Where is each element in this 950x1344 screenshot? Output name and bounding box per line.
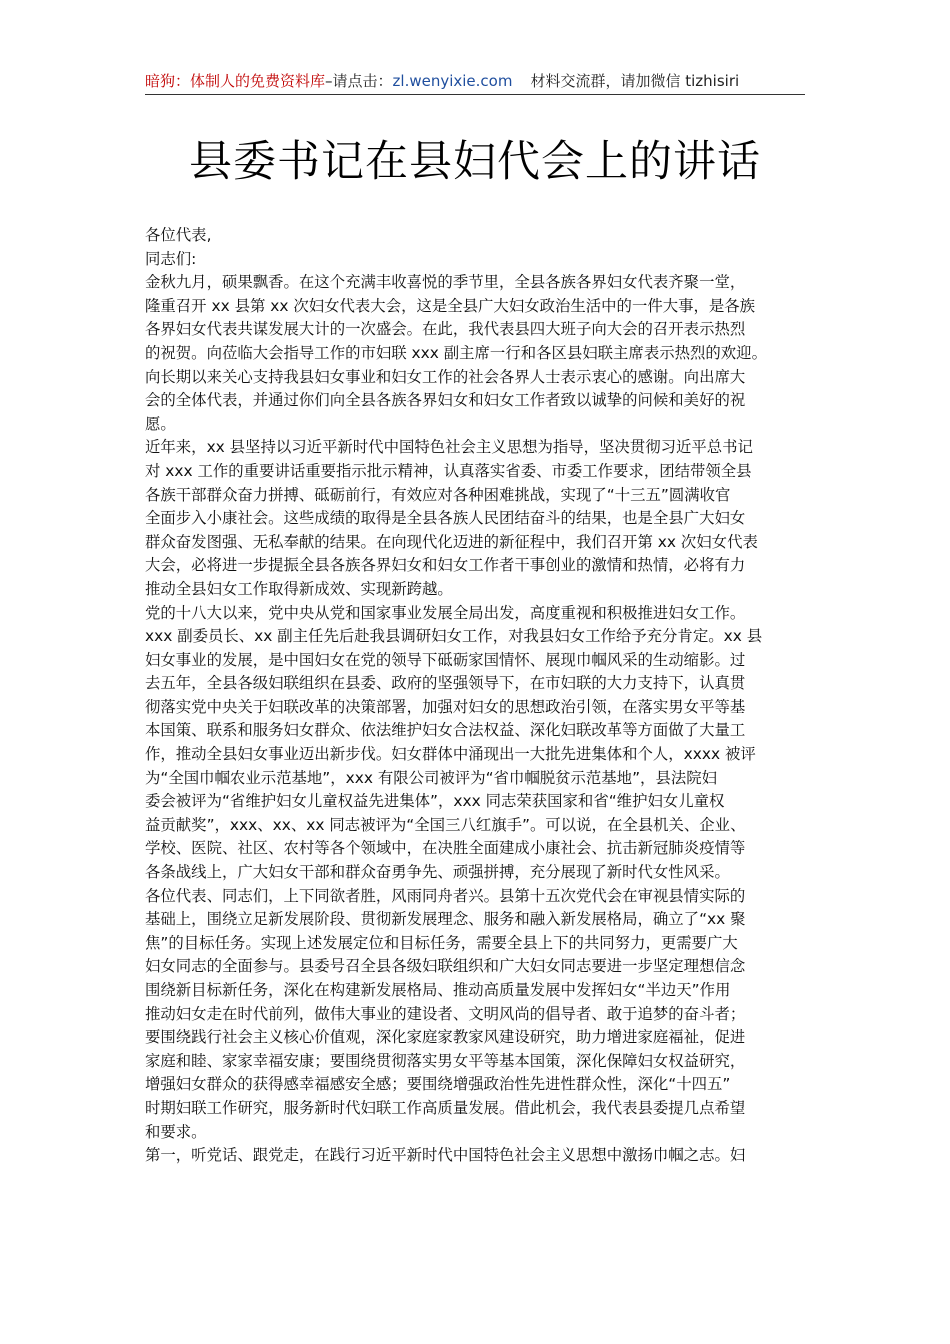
text-line: 围绕新目标新任务，深化在构建新发展格局、推动高质量发展中发挥妇女“半边天”作用 — [145, 981, 731, 999]
text-line: 要围绕践行社会主义核心价值观，深化家庭家教家风建设研究，助力增进家庭福祉，促进 — [145, 1028, 746, 1047]
text-line: 各条战线上，广大妇女干部和群众奋勇争先、顽强拼搏，充分展现了新时代女性风采。 — [145, 863, 730, 882]
text-line: 第一，听党话、跟党走，在践行习近平新时代中国特色社会主义思想中激扬巾帼之志。妇 — [145, 1146, 746, 1165]
text-line: 基础上，围绕立足新发展阶段、贯彻新发展理念、服务和融入新发展格局，确立了“xx 聚 — [145, 910, 746, 929]
header-contact: 材料交流群，请加微信 tizhisiri — [530, 72, 740, 90]
text-line: 会的全体代表，并通过你们向全县各族各界妇女和妇女工作者致以诚挚的问候和美好的祝 — [145, 391, 746, 410]
text-line: 益贡献奖”，xxx、xx、xx 同志被评为“全国三八红旗手”。可以说，在全县机关、企业、 — [145, 815, 746, 834]
text-line: 焦”的目标任务。实现上述发展定位和目标任务，需要全县上下的共同努力，更需要广大 — [145, 933, 738, 952]
text-line: 时期妇联工作研究，服务新时代妇联工作高质量发展。借此机会，我代表县委提几点希望 — [145, 1098, 746, 1117]
text-line: 为“全国巾帼农业示范基地”，xxx 有限公司被评为“省巾帼脱贫示范基地”，县法院妇 — [145, 768, 718, 787]
text-line: 各族干部群众奋力拼搏、砥砺前行，有效应对各种困难挑战，实现了“十三五”圆满收官 — [145, 485, 731, 504]
text-line: 各界妇女代表共谋发展大计的一次盛会。在此，我代表县四大班子向大会的召开表示热烈 — [145, 320, 746, 339]
text-line: 学校、医院、社区、农村等各个领域中，在决胜全面建成小康社会、抗击新冠肺炎疫情等 — [145, 839, 746, 858]
text-line: 愿。 — [145, 414, 176, 433]
text-line: 增强妇女群众的获得感幸福感安全感；要围绕增强政治性先进性群众性，深化“十四五” — [145, 1075, 731, 1094]
text-line: 彻落实党中央关于妇联改革的决策部署，加强对妇女的思想政治引领，在落实男女平等基 — [145, 697, 746, 716]
text-line: 和要求。 — [145, 1122, 207, 1141]
document-body — [145, 224, 810, 1168]
text-line: 大会，必将进一步提振全县各族各界妇女和妇女工作者干事创业的激情和热情，必将有力 — [145, 556, 746, 575]
text-line: 群众奋发图强、无私奉献的结果。在向现代化迈进的新征程中，我们召开第 xx 次妇女代表 — [145, 532, 758, 551]
text-line: 的祝贺。向莅临大会指导工作的市妇联 xxx 副主席一行和各区县妇联主席表示热烈的欢迎。 — [145, 343, 767, 362]
text-line: 金秋九月，硕果飘香。在这个充满丰收喜悦的季节里，全县各族各界妇女代表齐聚一堂， — [145, 273, 746, 292]
text-line: 去五年，全县各级妇联组织在县委、政府的坚强领导下，在市妇联的大力支持下，认真贯 — [145, 674, 746, 693]
text-line: 近年来，xx 县坚持以习近平新时代中国特色社会主义思想为指导，坚决贯彻习近平总书记 — [145, 438, 753, 457]
header-url-link[interactable]: zl.wenyixie.com — [392, 72, 513, 90]
text-line: 妇女同志的全面参与。县委号召全县各级妇联组织和广大妇女同志要进一步坚定理想信念 — [145, 957, 746, 976]
text-line: 作，推动全县妇女事业迈出新步伐。妇女群体中涌现出一大批先进集体和个人，xxxx 被评 — [145, 745, 756, 764]
text-line: 委会被评为“省维护妇女儿童权益先进集体”，xxx 同志荣获国家和省“维护妇女儿童权 — [145, 792, 725, 811]
text-line: 推动全县妇女工作取得新成效、实现新跨越。 — [145, 579, 453, 598]
text-line: 各位代表、同志们，上下同欲者胜，风雨同舟者兴。县第十五次党代会在审视县情实际的 — [145, 886, 746, 905]
header-banner — [145, 70, 805, 94]
page-title: 县委书记在县妇代会上的讲话 — [189, 137, 761, 187]
header-divider — [145, 94, 805, 95]
text-line: 隆重召开 xx 县第 xx 次妇女代表大会，这是全县广大妇女政治生活中的一件大事，是各族 — [145, 296, 756, 315]
text-line: 同志们: — [145, 249, 197, 268]
text-line: 家庭和睦、家家幸福安康；要围绕贯彻落实男女平等基本国策，深化保障妇女权益研究， — [145, 1051, 746, 1070]
text-line: 党的十八大以来，党中央从党和国家事业发展全局出发，高度重视和积极推进妇女工作。 — [145, 603, 746, 622]
text-line: 向长期以来关心支持我县妇女事业和妇女工作的社会各界人士表示衷心的感谢。向出席大 — [145, 367, 746, 386]
text-line: 推动妇女走在时代前列，做伟大事业的建设者、文明风尚的倡导者、敢于追梦的奋斗者； — [145, 1004, 746, 1023]
header-site-name: 暗狗：体制人的免费资料库 — [145, 72, 326, 90]
text-line: 本国策、联系和服务妇女群众、依法维护妇女合法权益、深化妇联改革等方面做了大量工 — [145, 721, 746, 740]
header-click-text: –请点击： — [325, 72, 393, 90]
text-line: xxx 副委员长、xx 副主任先后赴我县调研妇女工作，对我县妇女工作给予充分肯定。xx 县 — [145, 627, 763, 646]
text-line: 各位代表, — [145, 226, 212, 244]
text-line: 妇女事业的发展，是中国妇女在党的领导下砥砺家国情怀、展现巾帼风采的生动缩影。过 — [145, 650, 746, 669]
text-line: 对 xxx 工作的重要讲话重要指示批示精神，认真落实省委、市委工作要求，团结带领全县 — [145, 461, 752, 480]
text-line: 全面步入小康社会。这些成绩的取得是全县各族人民团结奋斗的结果，也是全县广大妇女 — [145, 509, 746, 528]
